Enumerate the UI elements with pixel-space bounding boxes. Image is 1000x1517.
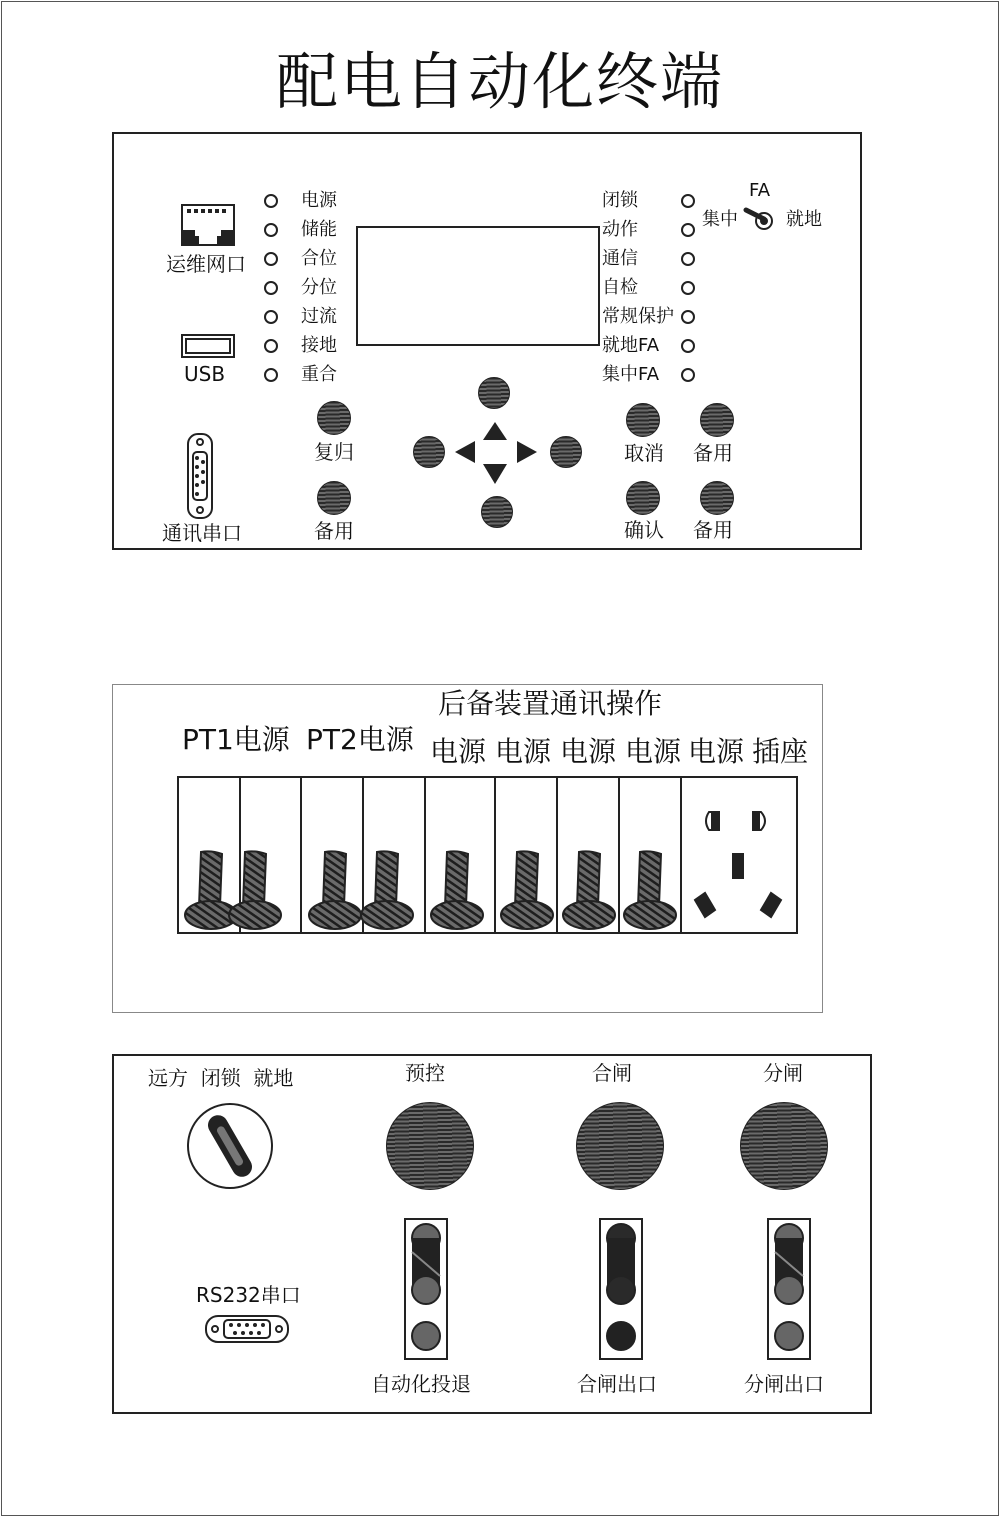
led-label: 通信 <box>602 248 638 269</box>
maint-port-label: 运维网口 <box>166 252 246 276</box>
remote-local-selector-knob-icon[interactable] <box>186 1102 274 1190</box>
fa-switch-right-label: 就地 <box>786 209 822 230</box>
led-label: 闭锁 <box>602 190 638 211</box>
page-title: 配电自动化终端 <box>275 45 724 118</box>
pre-control-button[interactable] <box>386 1102 474 1190</box>
spare-right-top-button[interactable] <box>700 403 734 437</box>
led-normal-protection <box>681 310 695 324</box>
nav-left-button[interactable] <box>413 436 445 468</box>
serial-port-label: 通讯串口 <box>162 521 242 545</box>
led-overcurrent <box>264 310 278 324</box>
led-closed-position <box>264 252 278 266</box>
confirm-button-label: 确认 <box>624 518 664 542</box>
cancel-button[interactable] <box>626 403 660 437</box>
lcd-display <box>356 226 600 346</box>
breaker-label-5: 电源 <box>688 735 745 768</box>
led-label: 储能 <box>301 219 337 240</box>
led-label: 合位 <box>301 248 337 269</box>
open-label: 分闸 <box>763 1061 803 1085</box>
serial-port-icon[interactable] <box>186 432 214 520</box>
led-open-position <box>264 281 278 295</box>
breaker-label-pt2: PT2电源 <box>306 723 414 756</box>
open-button[interactable] <box>740 1102 828 1190</box>
spare-right-top-label: 备用 <box>693 441 733 465</box>
led-label: 集中FA <box>602 364 660 385</box>
breaker-label-operate: 电源 <box>560 735 617 768</box>
led-power <box>264 194 278 208</box>
nav-up-button[interactable] <box>478 377 510 409</box>
socket-label: 插座 <box>752 735 809 768</box>
spare-left-button-label: 备用 <box>314 519 354 543</box>
breaker-label-backup: 电源 <box>430 735 487 768</box>
led-central-fa <box>681 368 695 382</box>
pre-control-label: 预控 <box>405 1061 445 1085</box>
usb-label: USB <box>184 362 226 386</box>
confirm-button[interactable] <box>626 481 660 515</box>
automation-enable-plate[interactable] <box>404 1218 448 1360</box>
led-reclose <box>264 368 278 382</box>
led-label: 自检 <box>602 277 638 298</box>
rs232-label: RS232串口 <box>196 1283 301 1307</box>
breaker-label-pt1: PT1电源 <box>182 723 290 756</box>
led-energy-storage <box>264 223 278 237</box>
led-label: 重合 <box>301 364 337 385</box>
led-label: 动作 <box>602 219 638 240</box>
fa-toggle-switch-icon[interactable] <box>742 206 776 232</box>
ethernet-port-icon[interactable] <box>181 204 235 246</box>
automation-enable-label: 自动化投退 <box>371 1372 471 1396</box>
open-output-plate[interactable] <box>767 1218 811 1360</box>
breaker-label-comm: 电源 <box>495 735 552 768</box>
spare-left-button[interactable] <box>317 481 351 515</box>
arrow-keys-icon <box>452 418 540 488</box>
led-action <box>681 223 695 237</box>
breaker-row <box>177 776 798 934</box>
group-header: 后备装置通讯操作 <box>438 687 663 720</box>
led-ground <box>264 339 278 353</box>
usb-port-icon[interactable] <box>181 334 235 358</box>
led-label: 电源 <box>301 190 337 211</box>
led-label: 分位 <box>301 277 337 298</box>
close-button[interactable] <box>576 1102 664 1190</box>
led-lockout <box>681 194 695 208</box>
fa-switch-title: FA <box>749 180 771 201</box>
reset-button-label: 复归 <box>314 440 354 464</box>
nav-down-button[interactable] <box>481 496 513 528</box>
open-output-label: 分闸出口 <box>744 1372 824 1396</box>
reset-button[interactable] <box>317 401 351 435</box>
led-label: 过流 <box>301 306 337 327</box>
spare-right-bottom-button[interactable] <box>700 481 734 515</box>
led-local-fa <box>681 339 695 353</box>
breaker-label-4: 电源 <box>625 735 682 768</box>
selector-positions-label: 远方 闭锁 就地 <box>148 1066 294 1090</box>
cancel-button-label: 取消 <box>624 441 664 465</box>
led-self-check <box>681 281 695 295</box>
close-output-plate[interactable] <box>599 1218 643 1360</box>
led-label: 常规保护 <box>602 306 674 327</box>
close-label: 合闸 <box>592 1061 632 1085</box>
spare-right-bottom-label: 备用 <box>693 518 733 542</box>
led-label: 接地 <box>301 335 337 356</box>
nav-right-button[interactable] <box>550 436 582 468</box>
led-communication <box>681 252 695 266</box>
fa-switch-left-label: 集中 <box>702 209 738 230</box>
close-output-label: 合闸出口 <box>577 1372 657 1396</box>
rs232-port-icon[interactable] <box>204 1314 290 1344</box>
led-label: 就地FA <box>602 335 660 356</box>
